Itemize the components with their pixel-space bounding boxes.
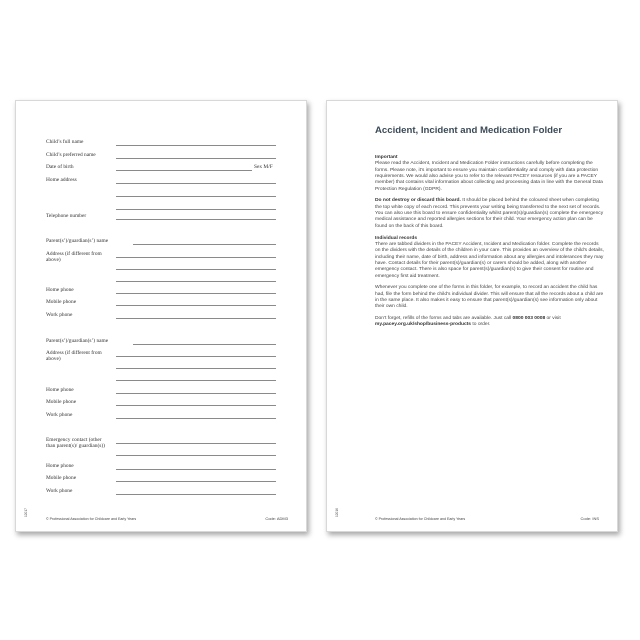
field-line-address-2b[interactable] <box>116 368 276 369</box>
field-line-home-phone-1[interactable] <box>116 293 276 294</box>
left-page-footer: © Professional Association for Childcare and Early Years <box>46 517 137 521</box>
refill-section <box>375 316 605 329</box>
field-label-work-phone-2: Work phone <box>46 412 73 418</box>
field-label-home-phone-1: Home phone <box>46 287 74 293</box>
field-line-home-address-3[interactable] <box>116 209 276 210</box>
refill-text-1: Don’t forget, refills of the forms and tabs are available. Just call <box>375 316 513 322</box>
field-line-address-2c[interactable] <box>116 380 276 381</box>
field-label-emergency-contact: Emergency contact (other than parent(s)/ guardian(s)) <box>46 437 105 450</box>
left-page-code: Code: ADM3 <box>265 516 288 521</box>
do-not-destroy-section <box>375 198 605 230</box>
left-page-side-code: 12017 <box>24 508 28 517</box>
refill-text-2: or visit <box>545 316 561 322</box>
refill-text-3: to order. <box>471 322 491 328</box>
individual-records-heading: Individual records <box>375 235 418 241</box>
whenever-text: Whenever you complete one of the forms in this folder, for example, to record an accident the child has had, file the form behind the child’s individual divider. This will ensure that all the records about a child are in the same place. It also makes it easy to ensure that parent(s)/guardian(s) see information only about their own child. <box>375 285 604 310</box>
field-line-home-address-2[interactable] <box>116 196 276 197</box>
field-label-parent-guardian-name-2: Parent(s’)/guardian(s’) name <box>46 338 109 344</box>
refill-url-link[interactable]: my.pacey.org.uk/shop/business-products <box>375 322 472 328</box>
field-line-telephone-number[interactable] <box>116 219 276 220</box>
field-label-date-of-birth: Date of birth <box>46 164 74 170</box>
field-label-address-1: Address (if different from above) <box>46 251 102 264</box>
field-label-parent-guardian-name-1: Parent(s’)/guardian(s’) name <box>46 238 109 244</box>
field-line-home-address-1[interactable] <box>116 183 276 184</box>
field-label-mobile-phone-3: Mobile phone <box>46 475 77 481</box>
field-label-address-2: Address (if different from above) <box>46 350 102 363</box>
field-label-work-phone-3: Work phone <box>46 488 73 494</box>
field-line-home-phone-2[interactable] <box>116 393 276 394</box>
field-label-home-phone-3: Home phone <box>46 463 74 469</box>
field-line-work-phone-2[interactable] <box>116 418 276 419</box>
field-line-work-phone-3[interactable] <box>116 494 276 495</box>
refill-phone: 0800 003 0008 <box>512 316 546 322</box>
do-not-destroy-text: It should be placed behind the coloured sheet when completing the top white copy of each record. This prevents your writing being transferred to the next set of records. You can also use this board to ensure confidentiality whilst parent(s)/guardian(s) complete the emergency medical assistance and reported allergies sections for their child. Your emergency action plan can be found on the back of this board. <box>375 198 604 229</box>
field-line-mobile-phone-2[interactable] <box>116 405 276 406</box>
child-record-form <box>16 101 306 531</box>
field-line-address-2a[interactable] <box>116 356 276 357</box>
right-page-side-code: 12016 <box>335 508 339 517</box>
field-label-home-phone-2: Home phone <box>46 387 74 393</box>
field-line-mobile-phone-1[interactable] <box>116 305 276 306</box>
individual-records-section <box>375 236 605 280</box>
field-line-address-1a[interactable] <box>116 257 276 258</box>
field-line-date-of-birth[interactable] <box>116 170 252 171</box>
field-line-work-phone-1[interactable] <box>116 318 276 319</box>
important-heading: Important <box>375 155 398 160</box>
field-label-sex: Sex M/F <box>254 164 273 170</box>
field-line-parent-guardian-name-2[interactable] <box>133 344 276 345</box>
left-page-child-record-form <box>15 100 307 532</box>
field-label-work-phone-1: Work phone <box>46 312 73 318</box>
right-page-instructions <box>326 100 618 532</box>
whenever-section <box>375 285 605 310</box>
instructions-body <box>375 155 605 334</box>
field-line-emergency-contact-1[interactable] <box>116 443 276 444</box>
field-label-telephone-number: Telephone number <box>46 213 87 219</box>
important-section <box>375 155 605 193</box>
field-line-child-full-name[interactable] <box>116 145 276 146</box>
field-label-child-preferred-name: Child’s preferred name <box>46 152 96 158</box>
field-label-home-address: Home address <box>46 177 77 183</box>
right-page-footer: © Professional Association for Childcare and Early Years <box>375 517 466 521</box>
field-line-address-1b[interactable] <box>116 269 276 270</box>
field-line-emergency-contact-2[interactable] <box>116 455 276 456</box>
field-line-mobile-phone-3[interactable] <box>116 481 276 482</box>
page-title: Accident, Incident and Medication Folder <box>375 125 563 136</box>
individual-records-text: There are tabbed dividers in the PACEY Accident, Incident and Medication folder. Complete the records on the dividers with the details of the children in your care. This provides an overview of the child’s details, including their name, date of birth, address and information about any allergies and intolerances they may have. Contact details for their parent(s)/guardian(s) or carers should be added, along with another emergency contact. There is also space for parent(s)/guardian(s) to give their consent for routine and emergency first aid treatment. <box>375 241 604 279</box>
field-line-address-1c[interactable] <box>116 281 276 282</box>
do-not-destroy-bold: Do not destroy or discard this board. <box>375 198 461 204</box>
right-page-code: Code: INS <box>580 516 599 521</box>
field-line-home-phone-3[interactable] <box>116 469 276 470</box>
field-line-child-preferred-name[interactable] <box>116 158 276 159</box>
field-label-child-full-name: Child’s full name <box>46 139 84 145</box>
important-text: Please read the Accident, Incident and Medication Folder instructions carefully before completing the forms. Please note, it’s important to ensure you maintain confidentiality and comply with data protection requirements. We would also advise you to refer to the relevant PACEY resources (if you are a PACEY member) that contains vital information about collecting and processing data in line with the General Data Protection Regulation (GDPR). <box>375 161 603 192</box>
field-label-mobile-phone-1: Mobile phone <box>46 299 77 305</box>
field-label-mobile-phone-2: Mobile phone <box>46 399 77 405</box>
field-line-parent-guardian-name-1[interactable] <box>133 244 276 245</box>
